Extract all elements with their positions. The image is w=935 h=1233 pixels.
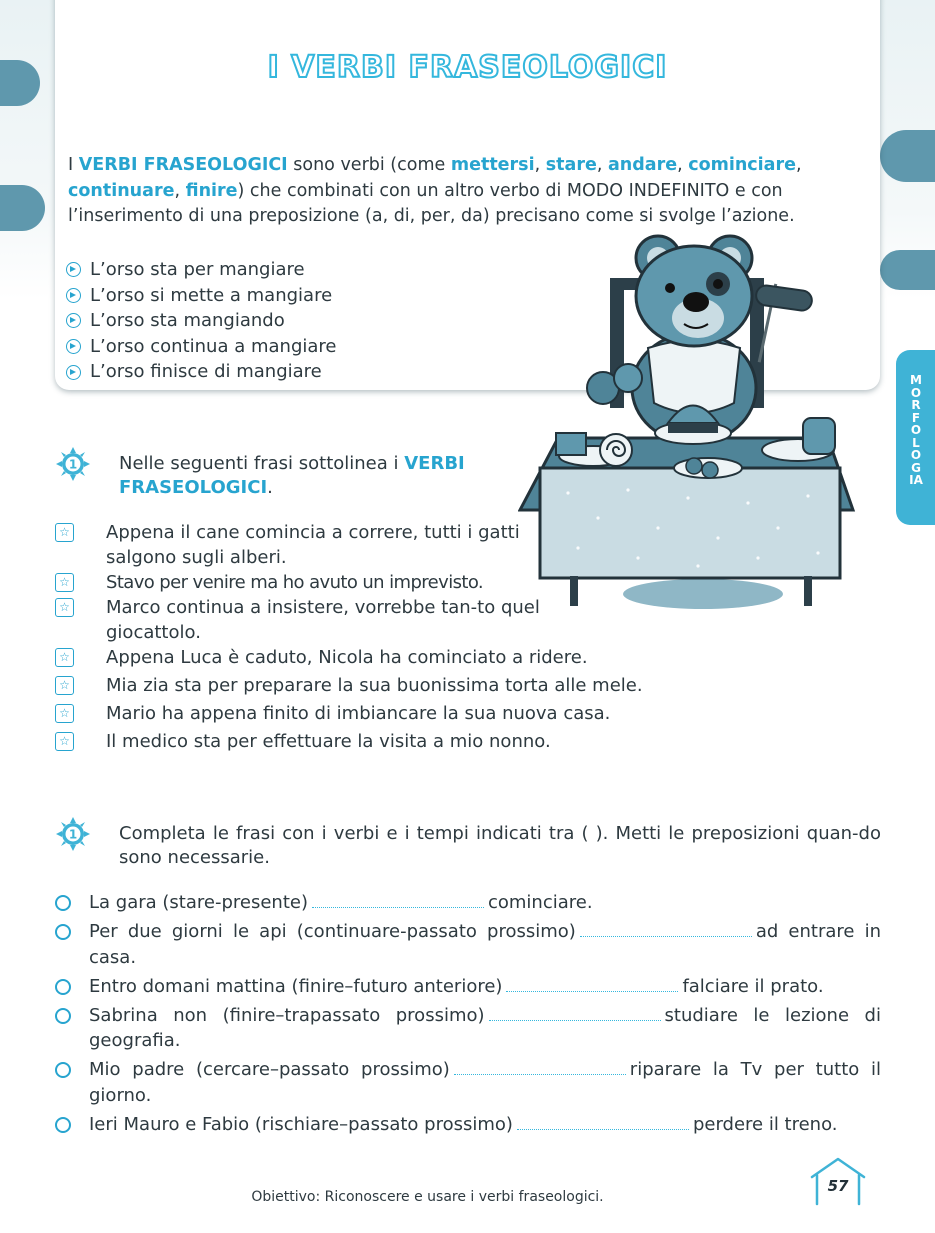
star-checkbox-icon[interactable]: ☆ — [55, 704, 74, 723]
star-checkbox-icon[interactable]: ☆ — [55, 676, 74, 695]
star-checkbox-icon[interactable]: ☆ — [55, 523, 74, 542]
list-item — [55, 1112, 881, 1138]
instruction-keyword: VERBI FRASEOLOGICI — [119, 453, 465, 498]
example-text: L’orso sta per mangiare — [90, 259, 305, 280]
exercise2-list — [55, 890, 881, 1141]
list-item — [55, 1057, 881, 1108]
background-stripe — [0, 185, 45, 231]
arrow-bullet-icon — [66, 313, 81, 328]
list-item — [55, 729, 886, 754]
list-item — [55, 595, 546, 645]
list-item — [55, 890, 881, 916]
answer-blank[interactable] — [517, 1115, 689, 1130]
list-item — [55, 570, 556, 595]
intro-text: I — [68, 155, 79, 175]
sentence-text: ad entrare in casa. — [89, 921, 882, 968]
exercise2-instructions: Completa le frasi con i verbi e i tempi indicati tra ( ). Metti le preposizioni quan-do sono necessarie. — [119, 823, 881, 868]
list-item — [55, 520, 556, 570]
arrow-bullet-icon — [66, 288, 81, 303]
sentence-text: Ieri Mauro e Fabio (rischiare–passato prossimo) — [89, 1113, 513, 1135]
list-item — [66, 257, 336, 283]
intro-text: , — [174, 180, 186, 201]
circle-bullet-icon — [55, 1117, 71, 1133]
sentence-text: Appena il cane comincia a correre, tutti i gatti salgono sugli alberi. — [106, 522, 520, 568]
instruction-text: Nelle seguenti frasi sottolinea i — [119, 453, 405, 474]
answer-blank[interactable] — [506, 977, 678, 992]
circle-bullet-icon — [55, 895, 71, 911]
list-item — [55, 974, 881, 1000]
star-checkbox-icon[interactable]: ☆ — [55, 598, 74, 617]
example-text: L’orso continua a mangiare — [90, 335, 337, 357]
intro-text: , — [596, 155, 608, 175]
page-number: 57 — [827, 1177, 849, 1195]
verb-keyword: andare — [607, 155, 678, 175]
circle-bullet-icon — [55, 1008, 71, 1024]
intro-keyword: VERBI FRASEOLOGICI — [78, 155, 288, 175]
exercise1-instructions — [119, 452, 501, 500]
list-item — [55, 645, 886, 670]
list-item — [66, 334, 336, 360]
page-number-badge — [806, 1155, 870, 1207]
page-title: I VERBI FRASEOLOGICI — [267, 50, 668, 85]
section-tab-label: MORFOLOGIA — [909, 373, 923, 487]
sentence-text: Mario ha appena finito di imbiancare la sua nuova casa. — [106, 703, 611, 724]
objective-footer: Obiettivo: Riconoscere e usare i verbi fraseologici. — [251, 1189, 604, 1205]
definition-text — [68, 153, 873, 230]
sentence-text: cominciare. — [487, 892, 593, 913]
verb-keyword: continuare — [68, 180, 175, 201]
sentence-text: Sabrina non (finire–trapassato prossimo) — [89, 1004, 485, 1026]
answer-blank[interactable] — [312, 893, 484, 908]
svg-text:1: 1 — [68, 827, 78, 842]
instruction-text: . — [267, 477, 273, 498]
arrow-bullet-icon — [66, 339, 81, 354]
circle-bullet-icon — [55, 1062, 71, 1078]
sentence-text: Marco continua a insistere, vorrebbe tan-to quel giocattolo. — [106, 597, 540, 643]
list-item — [55, 1003, 881, 1054]
sentence-text: Mio padre (cercare–passato prossimo) — [89, 1059, 450, 1080]
answer-blank[interactable] — [454, 1060, 626, 1075]
star-checkbox-icon[interactable]: ☆ — [55, 648, 74, 667]
intro-text: , — [796, 155, 802, 175]
example-text: L’orso sta mangiando — [90, 310, 285, 332]
example-text: L’orso si mette a mangiare — [90, 284, 333, 306]
example-list — [66, 257, 336, 385]
answer-blank[interactable] — [489, 1006, 661, 1021]
intro-text: , — [534, 155, 546, 175]
sentence-text: Appena Luca è caduto, Nicola ha cominciato a ridere. — [106, 647, 588, 668]
sentence-text: La gara (stare-presente) — [89, 892, 308, 913]
intro-text: , — [677, 155, 689, 175]
sentence-text: Entro domani mattina (finire–futuro anteriore) — [89, 975, 503, 997]
sentence-text: studiare le lezione di geografia. — [89, 1004, 881, 1051]
list-item — [66, 283, 336, 309]
sentence-text: Per due giorni le api (continuare-passato prossimo) — [89, 921, 576, 942]
star-checkbox-icon[interactable]: ☆ — [55, 732, 74, 751]
list-item — [66, 308, 336, 334]
sentence-text: Il medico sta per effettuare la visita a mio nonno. — [106, 731, 551, 752]
example-text: L’orso finisce di mangiare — [90, 361, 322, 383]
list-item — [55, 919, 881, 970]
list-item — [66, 359, 336, 385]
sentence-text: falciare il prato. — [682, 975, 824, 997]
verb-keyword: mettersi — [450, 155, 535, 175]
section-side-tab — [896, 350, 935, 525]
verb-keyword: finire — [185, 180, 238, 201]
intro-text: ) che combinati con un altro verbo di MODO INDEFINITO e con l’inserimento di una preposizione (a, di, per, da) precisano come si svolge l’azione. — [68, 180, 795, 226]
verb-keyword: cominciare — [688, 155, 796, 175]
exercise1-list — [55, 520, 886, 754]
circle-bullet-icon — [55, 979, 71, 995]
arrow-bullet-icon — [66, 262, 81, 277]
arrow-bullet-icon — [66, 365, 81, 380]
sentence-text: riparare la Tv per tutto il giorno. — [89, 1059, 881, 1106]
sentence-text: perdere il treno. — [692, 1113, 838, 1135]
answer-blank[interactable] — [580, 922, 752, 937]
verb-keyword: stare — [545, 155, 597, 175]
sentence-text: Mia zia sta per preparare la sua buonissima torta alle mele. — [106, 675, 643, 696]
svg-text:1: 1 — [68, 457, 78, 472]
intro-text: sono verbi (come — [287, 155, 451, 175]
sentence-text: Stavo per venire ma ho avuto un imprevisto. — [106, 572, 484, 593]
list-item — [55, 701, 886, 726]
background-stripe — [880, 130, 935, 182]
exercise-badge-icon — [55, 816, 91, 852]
exercise-badge-icon — [55, 446, 91, 482]
star-checkbox-icon[interactable]: ☆ — [55, 573, 74, 592]
background-stripe — [880, 250, 935, 290]
list-item — [55, 673, 886, 698]
circle-bullet-icon — [55, 924, 71, 940]
